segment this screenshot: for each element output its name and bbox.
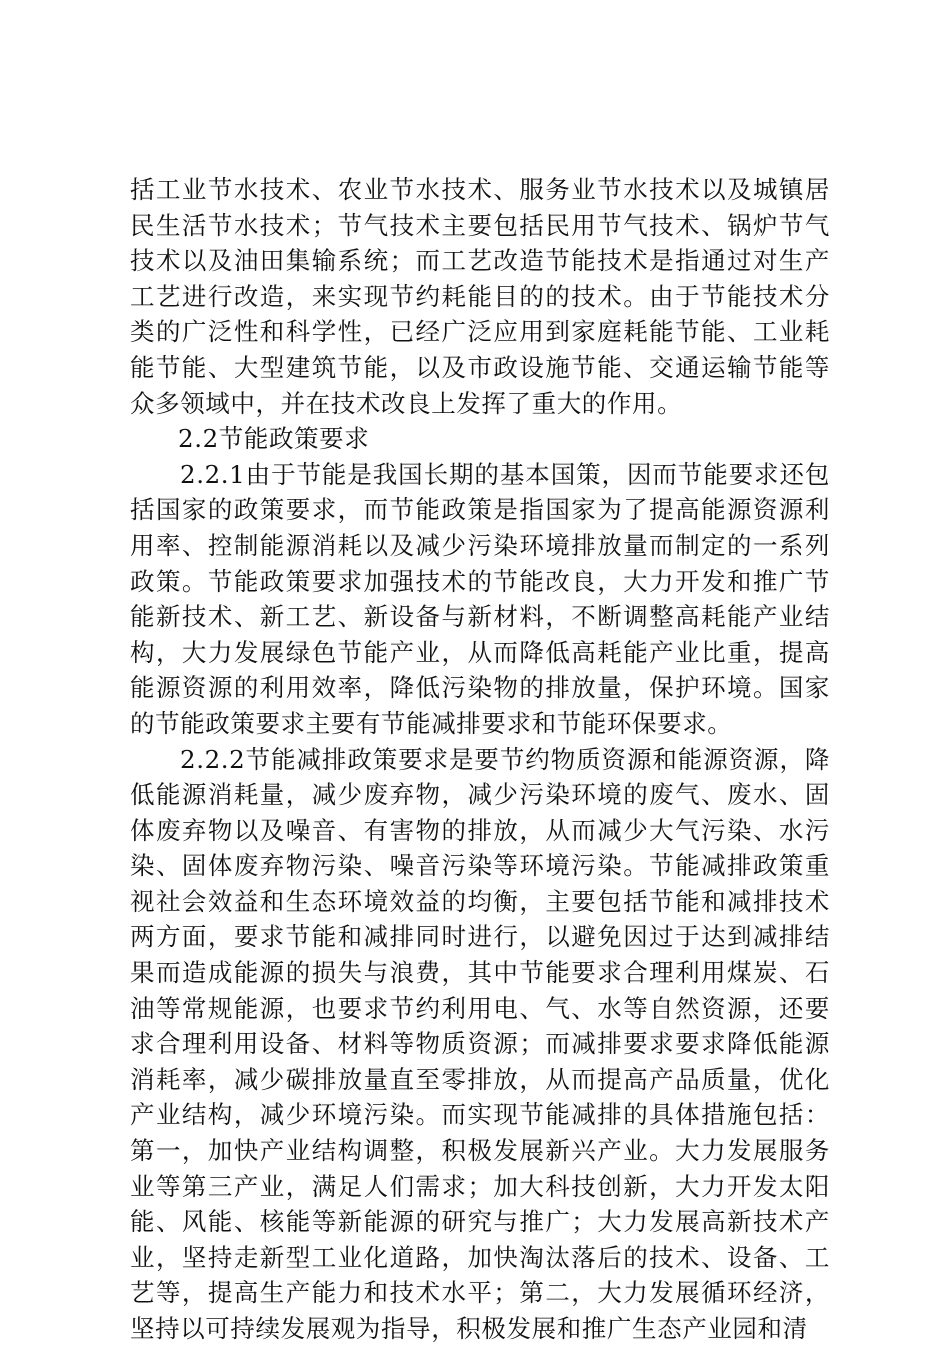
section-heading-2-2: 2.2节能政策要求 (178, 424, 370, 454)
body-paragraph-2-2-1: 2.2.1由于节能是我国长期的基本国策，因而节能要求还包括国家的政策要求，而节能政策是指国家为了提高能源资源利用率、控制能源消耗以及减少污染环境排放量而制定的一系列政策。节能政策要求加强技术的节能改良，大力开发和推广节能新技术、新工艺、新设备与新材料，不断调整高耗能产业结构，大力发展绿色节能产业，从而降低高耗能产业比重，提高能源资源的利用效率，降低污染物的排放量，保护环境。国家的节能政策要求主要有节能减排要求和节能环保要求。 (130, 459, 830, 738)
body-paragraph-2-2-2: 2.2.2节能减排政策要求是要节约物质资源和能源资源，降低能源消耗量，减少废弃物，减少污染环境的废气、废水、固体废弃物以及噪音、有害物的排放，从而减少大气污染、水污染、固体废弃物污染、噪音污染等环境污染。节能减排政策重视社会效益和生态环境效益的均衡，主要包括节能和减排技术两方面，要求节能和减排同时进行，以避免因过于达到减排结果而造成能源的损失与浪费，其中节能要求合理利用煤炭、石油等常规能源，也要求节约利用电、气、水等自然资源，还要求合理利用设备、材料等物质资源；而减排要求要求降低能源消耗率，减少碳排放量直至零排放，从而提高产品质量，优化产业结构，减少环境污染。而实现节能减排的具体措施包括：第一，加快产业结构调整，积极发展新兴产业。大力发展服务业等第三产业，满足人们需求；加大科技创新，大力开发太阳能、风能、核能等新能源的研究与推广；大力发展高新技术产业，坚持走新型工业化道路，加快淘汰落后的技术、设备、工艺等，提高生产能力和技术水平；第二，大力发展循环经济，坚持以可持续发展观为指导，积极发展和推广生态产业园和清 (130, 744, 830, 1343)
body-paragraph-continuation: 括工业节水技术、农业节水技术、服务业节水技术以及城镇居民生活节水技术；节气技术主要包括民用节气技术、锅炉节气技术以及油田集输系统；而工艺改造节能技术是指通过对生产工艺进行改造，来实现节约耗能目的的技术。由于节能技术分类的广泛性和科学性，已经广泛应用到家庭耗能节能、工业耗能节能、大型建筑节能，以及市政设施节能、交通运输节能等众多领域中，并在技术改良上发挥了重大的作用。 (130, 175, 830, 418)
document-page (130, 172, 830, 1347)
